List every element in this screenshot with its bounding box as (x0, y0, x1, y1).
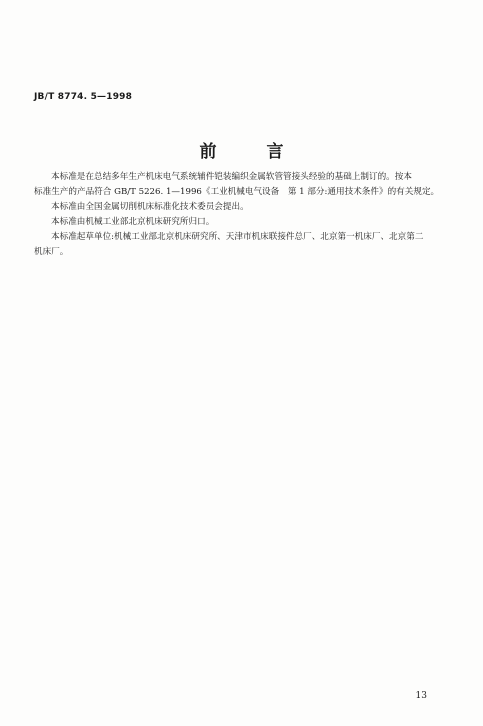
standard-code: JB/T 8774. 5—1998 (34, 92, 133, 102)
paragraph-line: 本标准起草单位:机械工业部北京机床研究所、天津市机床联接件总厂、北京第一机床厂、北京第二 (51, 232, 424, 242)
paragraph-line: 标准生产的产品符合 GB/T 5226. 1—1996《工业机械电气设备 第 1 部分:通用技术条件》的有关规定。 (34, 187, 440, 197)
paragraph-line: 本标准由机械工业部北京机床研究所归口。 (51, 217, 215, 227)
paragraph-line: 机床厂。 (34, 247, 69, 257)
page-title: 前 言 (199, 142, 306, 162)
page-number: 13 (415, 691, 427, 701)
foreword-body (34, 170, 452, 260)
paragraph-line: 本标准由全国金属切削机床标准化技术委员会提出。 (51, 202, 249, 212)
paragraph-line: 本标准是在总结多年生产机床电气系统辅件铠装编织金属软管管接头经验的基础上制订的。按本 (51, 172, 412, 182)
